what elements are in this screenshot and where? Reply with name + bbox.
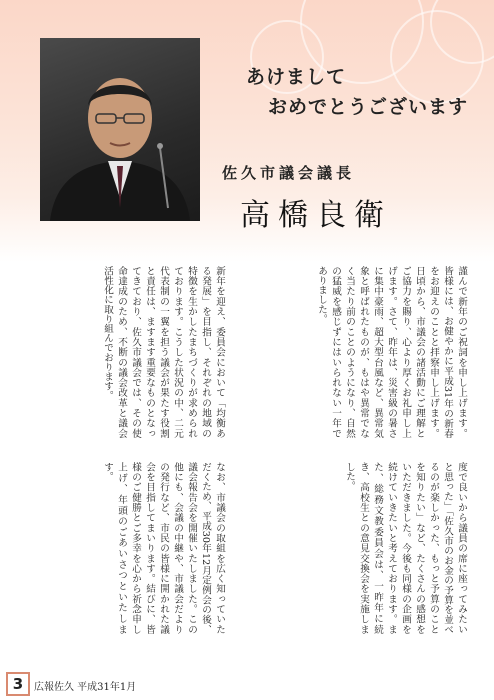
article-body (0, 262, 494, 664)
publication-info: 広報佐久 平成31年1月 (34, 682, 137, 693)
role-title: 佐久市議会議長 (222, 164, 356, 182)
article-column-3: 度で良いから議員の席に座ってみたいと思った」「佐久市のお金の予算を並べるのが楽しかった、もっと予算のことを知りたい」など、たくさんの感想をいただきました。今後も同様の企画を続けていきたいと考えております。また、総務文教委員会は、一昨年に続き、高校生との意見交換会を実施しました。 (344, 462, 467, 634)
speaker-name: 高橋良衛 (240, 198, 392, 233)
article-column-1: 謹んで新年のご祝詞を申し上げます。皆様には、お健やかに平成31年の新春をお迎えのことと拝察申し上げます。日頃から、市議会の諸活動にご理解とご協力を賜り、心より厚くお礼申し上げます。さて、昨年は、災害級の暑さに集中豪雨、超大型台風など、異常気象と呼ばれたものが、もはや異常でなく当たり前のことのようになり、自然の猛威を感じずにはいられない一年でありました。 (316, 266, 467, 438)
headline-line-1: あけまして (246, 66, 347, 88)
headline-line-2: おめでとうございます (268, 96, 469, 118)
page-footer (0, 664, 494, 700)
speaker-portrait-photo (40, 38, 200, 221)
page-number: 3 (6, 672, 30, 696)
article-column-2: 新年を迎え、委員会において「均衡ある発展」を目指し、それぞれの地域の特徴を生かしたまちづくりが求められております。こうした状況の中、二元代表制の一翼を担う議会が果たす役割と責任は、ますます重要なものとなってきており、佐久市議会では、その使命達成のため、不断の議会改革と議会活性化に取り組んでおります。 (102, 266, 225, 438)
article-column-4: なお、市議会の取組を広く知っていただくため、平成30年12月定例会の後、議会報告会を開催いたしました。この他にも、会議の中継や、市議会だよりの発行など、市民の皆様に開かれた議会を目指してまいります。結びに、皆様のご健勝とご多幸を心から祈念申し上げ、年頭のごあいさつといたします。 (102, 462, 225, 634)
